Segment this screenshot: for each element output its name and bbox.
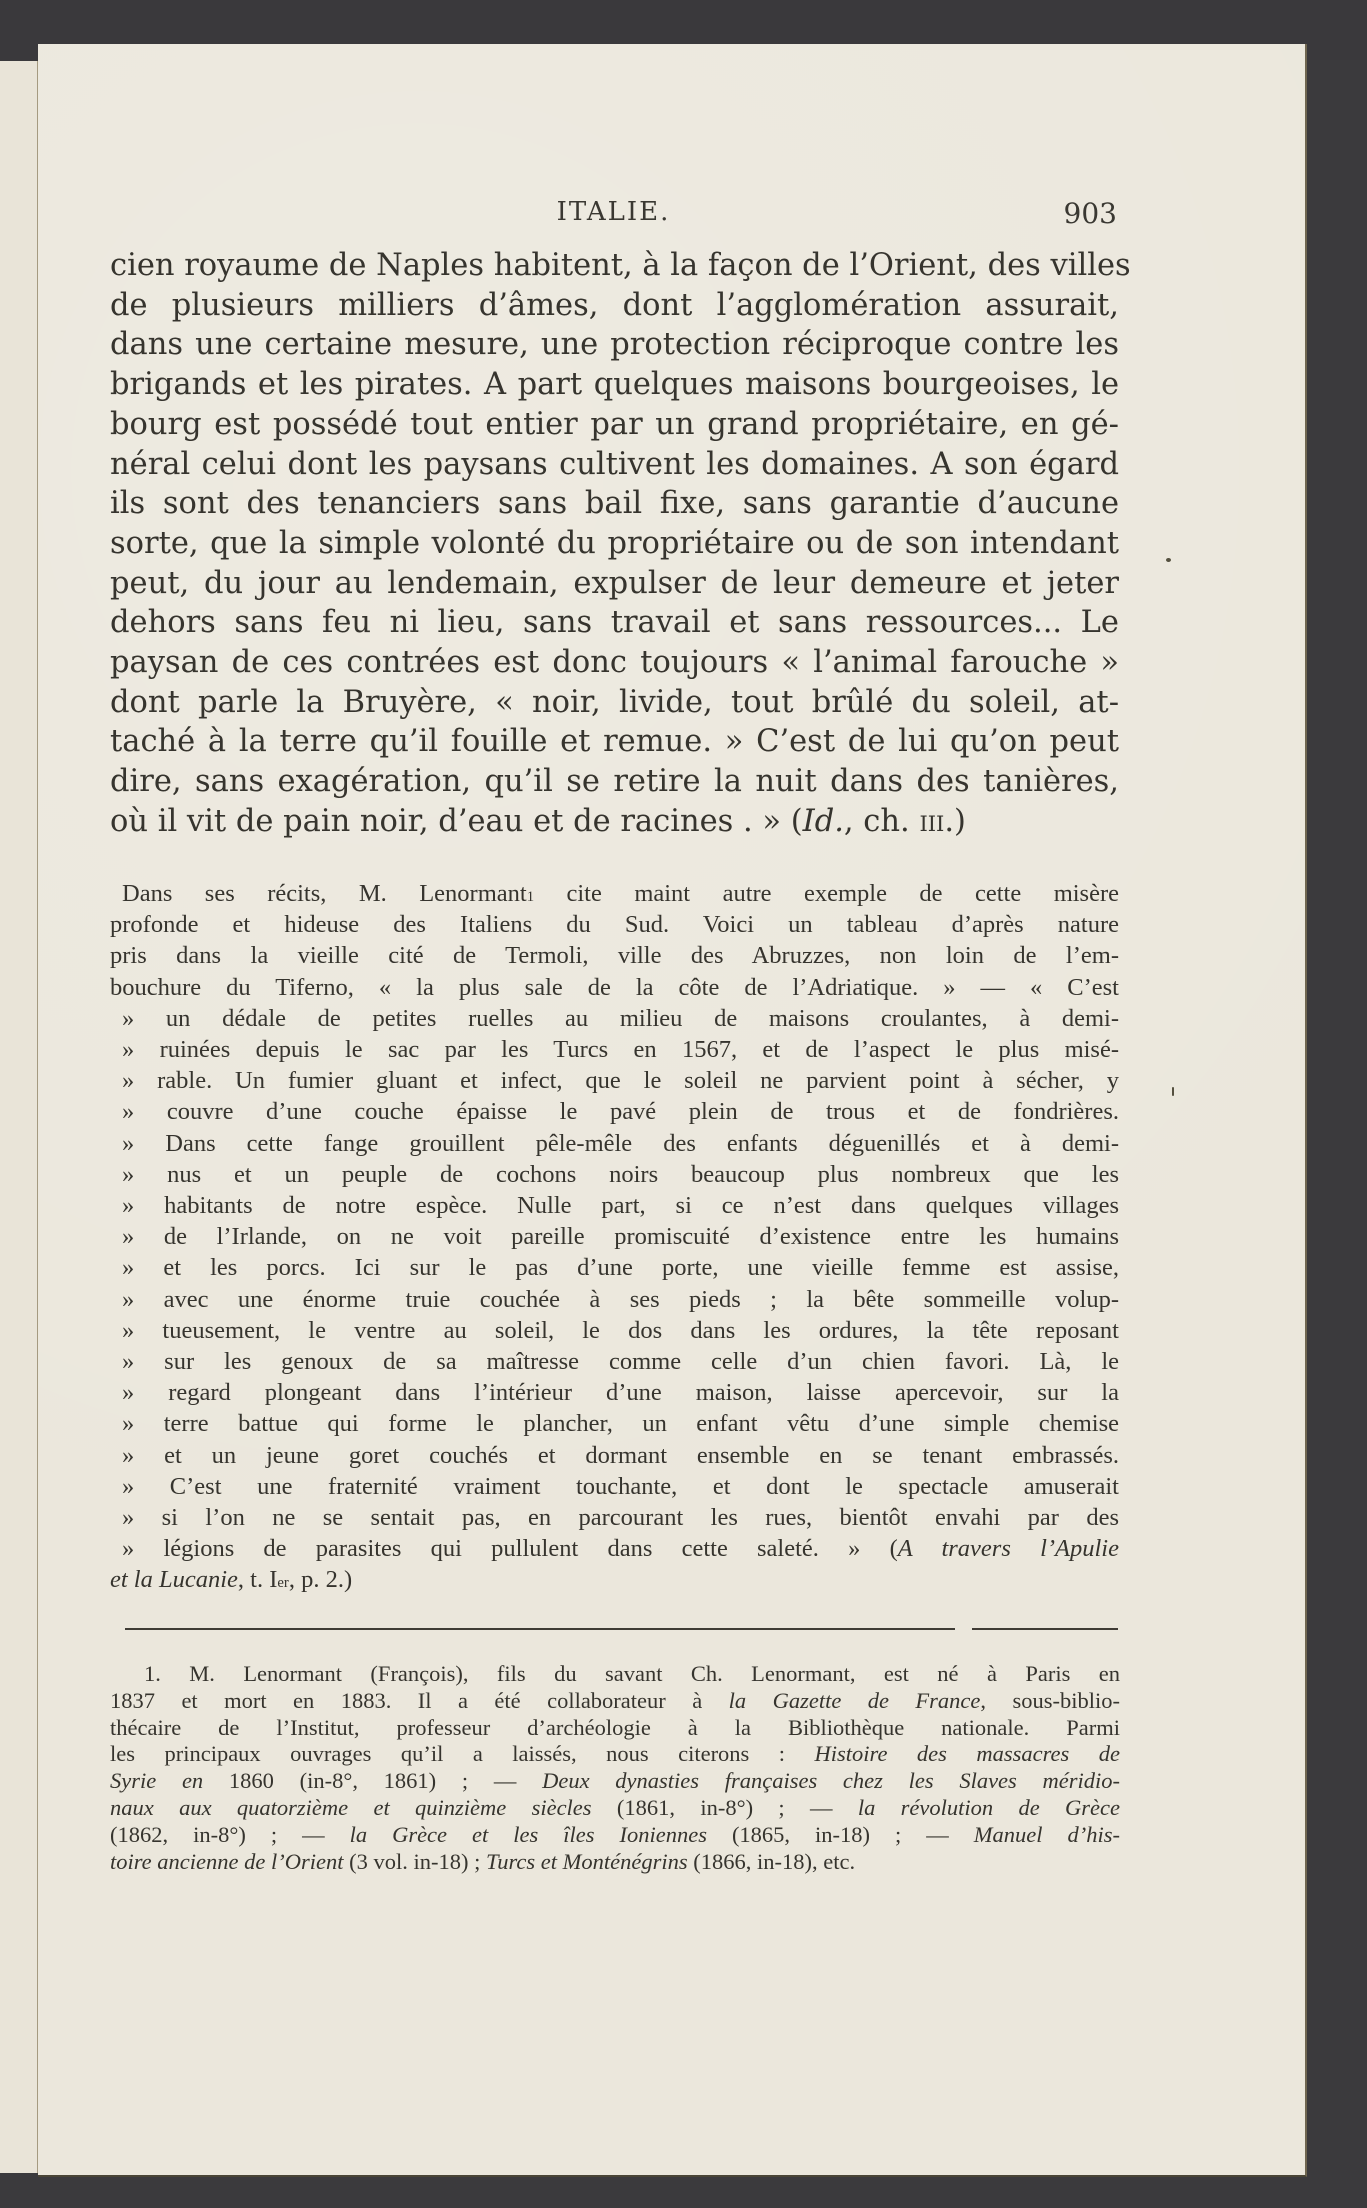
source-title: et la Lucanie [110, 1566, 238, 1594]
footnote-text: (1862, in-8°) ; — [110, 1821, 350, 1847]
quote-line: » regard plongeant dans l’intérieur d’une maison, laisse apercevoir, sur la [122, 1379, 1119, 1407]
citation-italic: Id. [802, 803, 844, 839]
footnote-title: la Gazette de France [728, 1687, 981, 1713]
footnote-title: Manuel d’his- [973, 1821, 1120, 1847]
quote-line: » Dans cette fange grouillent pêle-mêle des enfants déguenillés et à demi- [122, 1129, 1119, 1157]
text-line: peut, du jour au lendemain, expulser de leur demeure et jeter [110, 565, 1119, 601]
footnote-text: 1860 (in-8°, 1861) ; — [203, 1768, 543, 1794]
footnote-text: (1866, in-18), etc. [687, 1848, 856, 1874]
previous-page-edge [0, 61, 39, 2173]
footnote-line: 1. M. Lenormant (François), fils du savant Ch. Lenormant, est né à Paris en [144, 1661, 1120, 1686]
text-line: néral celui dont les paysans cultivent les domaines. A son égard [110, 446, 1119, 482]
quote-line: » un dédale de petites ruelles au milieu de maisons croulantes, à demi- [122, 1004, 1119, 1032]
quote-text: » légions de parasites qui pullulent dans cette saleté. » ( [122, 1535, 898, 1563]
quote-line: profonde et hideuse des Italiens du Sud. Voici un tableau d’après nature [110, 911, 1119, 939]
text-line: de plusieurs milliers d’âmes, dont l’agglomération assurait, [110, 287, 1119, 323]
text-line: dehors sans feu ni lieu, sans travail et sans ressources... Le [110, 605, 1119, 641]
quote-line: bouchure du Tiferno, « la plus sale de la côte de l’Adriatique. » — « C’est [110, 973, 1119, 1001]
footnote [110, 1661, 1120, 1875]
text-line: dire, sans exagération, qu’il se retire la nuit dans des tanières, [110, 764, 1119, 800]
quote-source-line [110, 1564, 1119, 1595]
paper-speck [1172, 1087, 1174, 1096]
citation-chapter: iii [919, 803, 945, 839]
footnote-title: la Grèce et les îles Ioniennes [349, 1821, 707, 1847]
quote-line: » tueusement, le ventre au soleil, le dos dans les ordures, la tête reposant [122, 1316, 1119, 1344]
text-line: bourg est possédé tout entier par un grand propriétaire, en gé- [110, 406, 1119, 442]
footnote-title: Syrie en [110, 1768, 204, 1794]
text-line: cien royaume de Naples habitent, à la façon de l’Orient, des villes [110, 248, 1131, 283]
page-number: 903 [1063, 197, 1117, 230]
footnote-title: la révolution de Grèce [857, 1794, 1121, 1820]
quote-text: cite maint autre exemple de cette misère [534, 880, 1120, 907]
footnote-title: toire ancienne de l’Orient [110, 1848, 344, 1874]
footnote-line [110, 1688, 1120, 1715]
quote-line: » si l’on ne se sentait pas, en parcourant les rues, bientôt envahi par des [122, 1504, 1119, 1532]
source-ref-sup: er [277, 1575, 289, 1592]
footnote-text: (3 vol. in-18) ; [343, 1848, 486, 1874]
footnote-title: Deux dynasties françaises chez les Slaves méridio- [542, 1768, 1120, 1794]
quote-line: pris dans la vieille cité de Termoli, ville des Abruzzes, non loin de l’em- [110, 942, 1119, 970]
footnote-text: , sous-biblio- [980, 1687, 1120, 1713]
quote-line: » et les porcs. Ici sur le pas d’une porte, une vieille femme est assise, [122, 1254, 1119, 1282]
footnote-line [110, 1795, 1120, 1822]
footnote-reference[interactable]: 1 [526, 889, 535, 905]
citation-mid: , ch. [843, 803, 920, 839]
footnote-line [110, 1849, 1120, 1876]
footnote-line: thécaire de l’Institut, professeur d’archéologie à la Bibliothèque nationale. Parmi [110, 1714, 1120, 1740]
footnote-text: les principaux ouvrages qu’il a laissés, nous citerons : [110, 1741, 815, 1767]
quote-line: » avec une énorme truie couchée à ses pieds ; la bête sommeille volup- [122, 1285, 1119, 1313]
citation-prefix: où il vit de pain noir, d’eau et de racines . » ( [110, 803, 803, 839]
quote-line [122, 1533, 1119, 1564]
quote-line: » terre battue qui forme le plancher, un enfant vêtu d’une simple chemise [122, 1410, 1119, 1438]
quote-block [110, 878, 1120, 1596]
footnote-title: Turcs et Monténégrins [485, 1848, 688, 1874]
text-line-citation [110, 802, 1119, 842]
footnote-text: (1861, in-8°) ; — [591, 1794, 858, 1820]
footnote-separator [972, 1628, 1118, 1630]
paper-speck [1166, 558, 1171, 562]
quote-line: » ruinées depuis le sac par les Turcs en 1567, et de l’aspect le plus misé- [122, 1036, 1119, 1064]
main-paragraph [110, 246, 1131, 842]
text-line: brigands et les pirates. A part quelques maisons bourgeoises, le [110, 367, 1119, 403]
footnote-title: Histoire des massacres de [814, 1741, 1120, 1767]
text-line: sorte, que la simple volonté du propriétaire ou de son intendant [110, 525, 1119, 561]
quote-line: » habitants de notre espèce. Nulle part, si ce n’est dans quelques villages [122, 1192, 1119, 1220]
footnote-line [110, 1768, 1120, 1795]
source-title: A travers l’Apulie [897, 1535, 1119, 1563]
text-line: ils sont des tenanciers sans bail fixe, sans garantie d’aucune [110, 486, 1119, 522]
footnote-text: 1837 et mort en 1883. Il a été collaborateur à [110, 1687, 729, 1713]
quote-line: » de l’Irlande, on ne voit pareille promiscuité d’existence entre les humains [122, 1223, 1119, 1251]
running-head [110, 197, 1117, 237]
footnote-text: (1865, in-18) ; — [706, 1821, 974, 1847]
main-text [110, 246, 1131, 842]
source-ref: , p. 2.) [288, 1566, 353, 1594]
text-line: paysan de ces contrées est donc toujours « l’animal farouche » [110, 645, 1119, 681]
footnote-title: naux aux quatorzième et quinzième siècles [110, 1794, 592, 1820]
footnote-separator [125, 1628, 955, 1630]
source-ref: , t. I [237, 1566, 278, 1594]
citation-suffix: .) [944, 803, 966, 839]
text-line: dont parle la Bruyère, « noir, livide, tout brûlé du soleil, at- [110, 684, 1119, 720]
quote-line: » nus et un peuple de cochons noirs beaucoup plus nombreux que les [122, 1160, 1119, 1188]
quote-text: Dans ses récits, M. Lenormant [122, 880, 527, 907]
quote-first-line [122, 878, 1119, 909]
quote-line: » sur les genoux de sa maîtresse comme celle d’un chien favori. Là, le [122, 1348, 1119, 1376]
footnote-line [110, 1822, 1120, 1849]
quote-line: » couvre d’une couche épaisse le pavé plein de trous et de fondrières. [122, 1098, 1119, 1126]
quote-line: » et un jeune goret couchés et dormant ensemble en se tenant embrassés. [122, 1441, 1119, 1469]
running-title: ITALIE. [556, 197, 671, 227]
footnote-line [110, 1741, 1120, 1768]
quote-line: » C’est une fraternité vraiment touchante, et dont le spectacle amuserait [122, 1472, 1119, 1500]
text-line: dans une certaine mesure, une protection réciproque contre les [110, 327, 1119, 363]
quote-line: » rable. Un fumier gluant et infect, que le soleil ne parvient point à sécher, y [122, 1067, 1119, 1095]
text-line: taché à la terre qu’il fouille et remue. » C’est de lui qu’on peut [110, 724, 1119, 760]
